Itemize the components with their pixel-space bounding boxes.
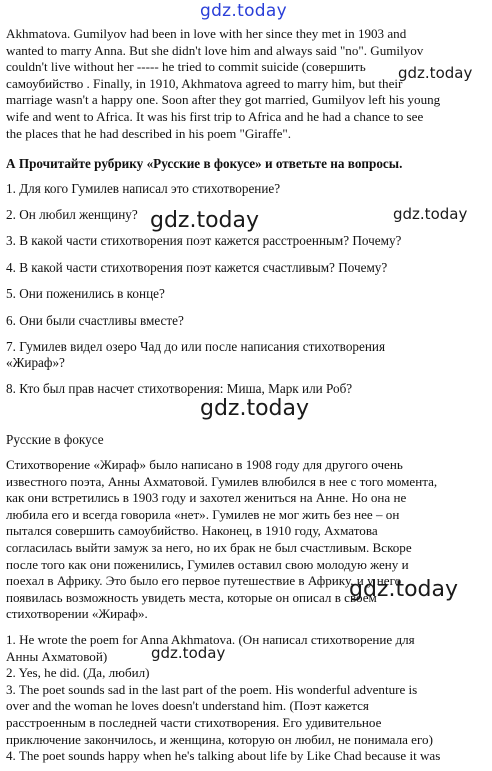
intro-line: Akhmatova. Gumilyov had been in love with her since they met in 1903 and	[6, 26, 407, 41]
intro-line: the places that he had described in his poem "Giraffe".	[6, 125, 291, 141]
intro-line: marriage wasn't a happy one. Soon after they got married, Gumilyov left his young	[6, 92, 441, 108]
watermark-top: gdz.today	[200, 1, 287, 21]
intro-line: couldn't live without her ----- he tried to commit suicide (совершить	[6, 59, 366, 75]
question-4: 4. В какой части стихотворения поэт кажется счастливым? Почему?	[6, 260, 388, 275]
translation-line: как они встретились в 1903 году и захотел жениться на Анне. Но она не	[6, 490, 407, 506]
question-7-cont: «Жираф»?	[6, 355, 65, 370]
intro-line: самоубийство . Finally, in 1910, Akhmatova agreed to marry him, but their	[6, 75, 403, 91]
translation-line: поехал в Африку. Это было его первое путешествие в Африку, и у него	[6, 573, 402, 589]
translation-line: стихотворении «Жираф».	[6, 606, 148, 622]
translation-line: появилась возможность увидеть места, которые он описал в своем	[6, 589, 377, 605]
watermark-center-1: gdz.today	[150, 208, 260, 233]
question-3: 3. В какой части стихотворения поэт кажется расстроенным? Почему?	[6, 233, 402, 248]
question-8: 8. Кто был прав насчет стихотворения: Миша, Марк или Роб?	[6, 381, 353, 396]
question-1: 1. Для кого Гумилев написал это стихотворение?	[6, 181, 281, 196]
answer-line: 4. The poet sounds happy when he's talking about life by Like Chad because it was	[6, 748, 441, 764]
answer-line: Анны Ахматовой)	[6, 648, 108, 664]
translation-line: любила его и всегда говорила «нет». Гумилев не мог жить без нее – он	[6, 506, 400, 522]
translation-line: согласилась выйти замуж за него, но их брак не был счастливым. Вскоре	[6, 539, 412, 555]
answer-line: 1. He wrote the poem for Anna Akhmatova. (Он написал стихотворение для	[6, 632, 415, 647]
answers-block	[6, 632, 488, 765]
translation-line: пытался совершить самоубийство. Наконец, в 1910 году, Ахматова	[6, 523, 378, 539]
question-7: 7. Гумилев видел озеро Чад до или после написания стихотворения	[6, 339, 386, 354]
watermark-inline-1: gdz.today	[398, 64, 473, 82]
answer-line: 3. The poet sounds sad in the last part of the poem. His wonderful adventure is	[6, 681, 418, 697]
question-2: 2. Он любил женщину?	[6, 207, 138, 222]
answer-line: приключение закончилось, и женщина, которую он любил, не понимала его)	[6, 731, 433, 747]
question-5: 5. Они поженились в конце?	[6, 286, 165, 301]
answer-line: расстроенным в последней части стихотворения. Его удивительное	[6, 714, 382, 730]
answer-line: 2. Yes, he did. (Да, любил)	[6, 665, 150, 681]
answer-line: over and the woman he loves doesn't understand him. (Поэт кажется	[6, 698, 369, 714]
intro-line: wife and went to Africa. It was his first trip to Africa and he had a chance to see	[6, 108, 424, 124]
watermark-right-1: gdz.today	[393, 205, 468, 223]
question-6: 6. Они были счастливы вместе?	[6, 313, 184, 328]
watermark-inline-2: gdz.today	[151, 644, 226, 662]
intro-line: wanted to marry Anna. But she didn't love him and always said "no". Gumilyov	[6, 42, 424, 58]
task-heading: А Прочитайте рубрику «Русские в фокусе» и ответьте на вопросы.	[6, 156, 403, 171]
translation-line: Стихотворение «Жираф» было написано в 1908 году для другого очень	[6, 457, 403, 472]
watermark-center-2: gdz.today	[200, 396, 310, 421]
watermark-right-2: gdz.today	[349, 577, 459, 602]
translation-line: после того как они поженились, Гумилев оставил свою молодую жену и	[6, 556, 409, 572]
section-title: Русские в фокусе	[6, 432, 104, 447]
translation-line: известного поэта, Анны Ахматовой. Гумилев влюбился в нее с того момента,	[6, 473, 438, 489]
intro-paragraph	[6, 26, 488, 142]
